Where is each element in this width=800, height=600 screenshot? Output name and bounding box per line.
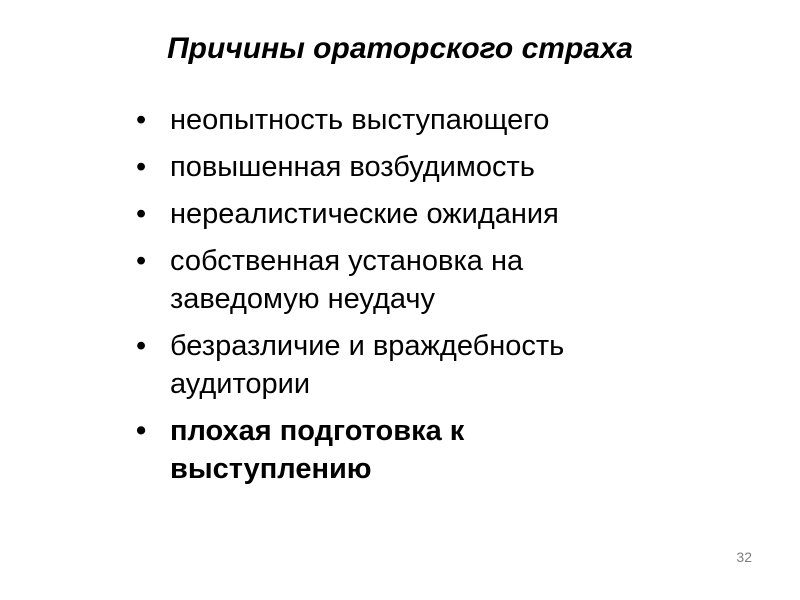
bullet-line: безразличие и враждебность <box>170 330 565 362</box>
bullet-item <box>130 101 750 139</box>
bullet-dot-icon: • <box>136 104 147 136</box>
bullet-dot-icon: • <box>136 198 147 230</box>
bullet-dot-icon: • <box>136 330 147 362</box>
slide-title: Причины ораторского страха <box>167 32 633 65</box>
bullet-item <box>130 327 750 403</box>
bullet-item <box>130 148 750 186</box>
bullet-line: заведомую неудачу <box>170 283 435 315</box>
bullet-line: собственная установка на <box>170 245 524 277</box>
bullet-line: повышенная возбудимость <box>170 151 535 183</box>
bullet-item-emphasized <box>130 412 750 488</box>
bullet-line: аудитории <box>170 368 311 400</box>
bullet-line: плохая подготовка к <box>170 415 465 447</box>
bullet-dot-icon: • <box>136 245 147 277</box>
bullet-item <box>130 195 750 233</box>
bullet-list <box>130 101 750 497</box>
bullet-item <box>130 242 750 318</box>
bullet-line: неопытность выступающего <box>170 104 550 136</box>
bullet-line: выступлению <box>170 453 372 485</box>
bullet-dot-icon: • <box>136 151 147 183</box>
page-number: 32 <box>736 549 752 565</box>
bullet-dot-icon: • <box>136 415 147 447</box>
bullet-line: нереалистические ожидания <box>170 198 559 230</box>
